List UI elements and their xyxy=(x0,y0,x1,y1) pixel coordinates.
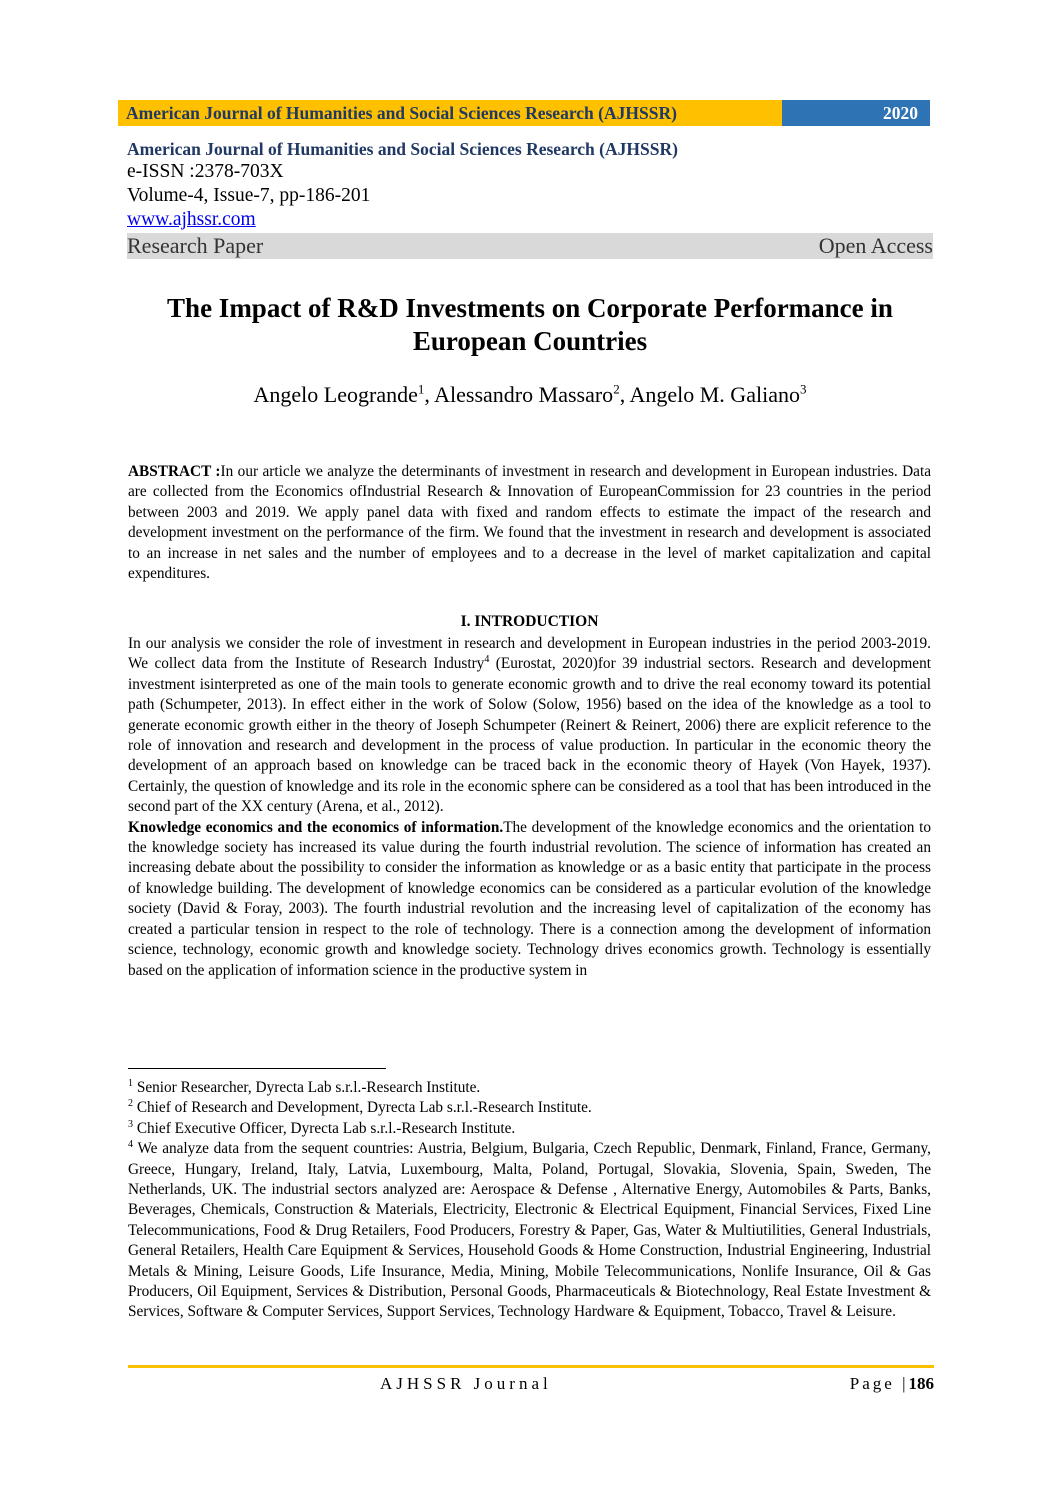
author-list xyxy=(110,380,950,410)
volume-issue: Volume-4, Issue-7, pp-186-201 xyxy=(127,185,371,206)
footnote-text: Senior Researcher, Dyrecta Lab s.r.l.-Research Institute. xyxy=(133,1079,481,1096)
title-line-2: European Countries xyxy=(412,326,648,356)
footnote xyxy=(128,1139,931,1323)
abstract-label: ABSTRACT : xyxy=(128,463,221,480)
abstract-text: In our article we analyze the determinants of investment in research and development in European industries. Data are collected from the Economics ofIndustrial Research & Innovation of EuropeanCommission for 23 countries in the period between 2003 and 2019. We apply panel data with fixed and random effects to estimate the impact of the research and development investment on the performance of the firm. We found that the investment in research and development is associated to an increase in net sales and the number of employees and to a decrease in the level of market capitalization and capital expenditures. xyxy=(128,463,931,583)
footnote-text: Chief Executive Officer, Dyrecta Lab s.r.l.-Research Institute. xyxy=(133,1119,516,1137)
paper-title xyxy=(110,292,950,358)
page-number-block xyxy=(850,1372,934,1396)
page-footer xyxy=(128,1372,934,1396)
access-type: Open Access xyxy=(818,233,933,258)
paper-type-bar xyxy=(127,233,933,259)
author-affiliation-mark: 3 xyxy=(799,381,807,397)
website-link[interactable]: www.ajhssr.com xyxy=(127,209,256,230)
page-label: Page | xyxy=(849,1374,909,1393)
journal-header xyxy=(127,138,933,259)
author-affiliation-mark: 2 xyxy=(613,381,620,397)
paragraph xyxy=(128,634,931,818)
paragraph-text: (Eurostat, 2020)for 39 industrial sectors. Research and development investment isinterpreted as one of the main tools to generate economic growth and to drive the real economy toward its potential path (Schumpeter, 2013). In effect either in the work of Solow (Solow, 1956) based on the idea of the knowledge as a tool to generate economic growth either in the theory of Joseph Schumpeter (Reinert & Reinert, 2006) there are explicit reference to the role of innovation and research and development in the process of value production. In particular in the economic theory the development of an approach based on knowledge can be traced back in the economic theory of Hayek (Von Hayek, 1937). Certainly, the question of knowledge and its role in the economic sphere can be considered as a tool that has been introduced in the second part of the XX century (Arena, et al., 2012). xyxy=(128,655,931,816)
footnote-text: Chief of Research and Development, Dyrecta Lab s.r.l.-Research Institute. xyxy=(133,1099,592,1117)
introduction-body xyxy=(128,634,931,981)
header-journal-name: American Journal of Humanities and Social Sciences Research (AJHSSR) xyxy=(127,139,678,159)
footnote-number: 1 xyxy=(128,1077,133,1089)
author-name: Alessandro Massaro xyxy=(434,382,614,407)
paragraph-text: The development of the knowledge economics and the orientation to the knowledge society has increased its value during the fourth industrial revolution. The science of information has created an increasing debate about the possibility to consider the information as knowledge or as a basic entity that participate in the process of knowledge building. The development of knowledge economics can be considered as a particular evolution of the knowledge society (David & Foray, 2003). The fourth industrial revolution and the increasing level of capitalization of the economy has created a particular tension in respect to the role of technology. There is a connection among the development of information science, technology, economic growth and knowledge society. Technology drives economics growth. Technology is essentially based on the application of information science in the productive system in xyxy=(128,818,931,979)
author-name: Angelo M. Galiano xyxy=(629,382,800,407)
footnote-ref: 4 xyxy=(484,654,490,666)
banner-journal-name: American Journal of Humanities and Social Sciences Research (AJHSSR) xyxy=(118,100,782,126)
author-name: Angelo Leogrande xyxy=(253,382,418,407)
author-affiliation-mark: 1 xyxy=(417,381,425,397)
footnote-number: 3 xyxy=(128,1118,133,1130)
paragraph-text: In our analysis we consider the role of investment in research and development in European industries in the period 2003-2019. We collect data from the Institute of Research Industry xyxy=(128,635,931,673)
footer-journal: AJHSSR Journal xyxy=(380,1374,552,1393)
footnote-number: 2 xyxy=(128,1098,133,1110)
abstract xyxy=(128,462,931,584)
footnote xyxy=(128,1098,931,1118)
paper-type: Research Paper xyxy=(127,233,264,258)
journal-banner xyxy=(118,100,930,126)
footnote xyxy=(128,1119,931,1139)
footnote xyxy=(128,1078,931,1098)
section-heading-introduction: I. INTRODUCTION xyxy=(460,613,599,630)
author-separator: , xyxy=(619,382,630,407)
footer-divider xyxy=(128,1365,934,1368)
paragraph-heading: Knowledge economics and the economics of information. xyxy=(128,818,504,836)
eissn: e-ISSN :2378-703X xyxy=(127,161,284,182)
footnote-number: 4 xyxy=(128,1139,133,1151)
paragraph xyxy=(128,818,931,981)
author-separator: , xyxy=(424,382,435,407)
footnote-text: We analyze data from the sequent countries: Austria, Belgium, Bulgaria, Czech Republic, Denmark, Finland, France, Germany, Greece, Hungary, Ireland, Italy, Latvia, Luxembourg, Malta, Poland, Portugal, Slovakia, Slovenia, Spain, Sweden, The Netherlands, UK. The industrial sectors analyzed are: Aerospace & Defense , Alternative Energy, Automobiles & Parts, Banks, Beverages, Chemicals, Construction & Materials, Electricity, Electronic & Electrical Equipment, Financial Services, Fixed Line Telecommunications, Food & Drug Retailers, Food Producers, Forestry & Paper, Gas, Water & Multiutilities, General Industrials, General Retailers, Health Care Equipment & Services, Household Goods & Home Construction, Industrial Engineering, Industrial Metals & Mining, Leisure Goods, Life Insurance, Media, Mining, Mobile Telecommunications, Nonlife Insurance, Oil & Gas Producers, Oil Equipment, Services & Distribution, Personal Goods, Pharmaceuticals & Biotechnology, Real Estate Investment & Services, Software & Computer Services, Support Services, Technology Hardware & Equipment, Tobacco, Travel & Leisure. xyxy=(128,1140,931,1321)
footnotes xyxy=(128,1078,931,1323)
page-number: 186 xyxy=(908,1374,934,1393)
footnote-divider xyxy=(128,1068,386,1069)
banner-year: 2020 xyxy=(782,100,930,126)
title-line-1: The Impact of R&D Investments on Corporate Performance in xyxy=(167,293,893,323)
